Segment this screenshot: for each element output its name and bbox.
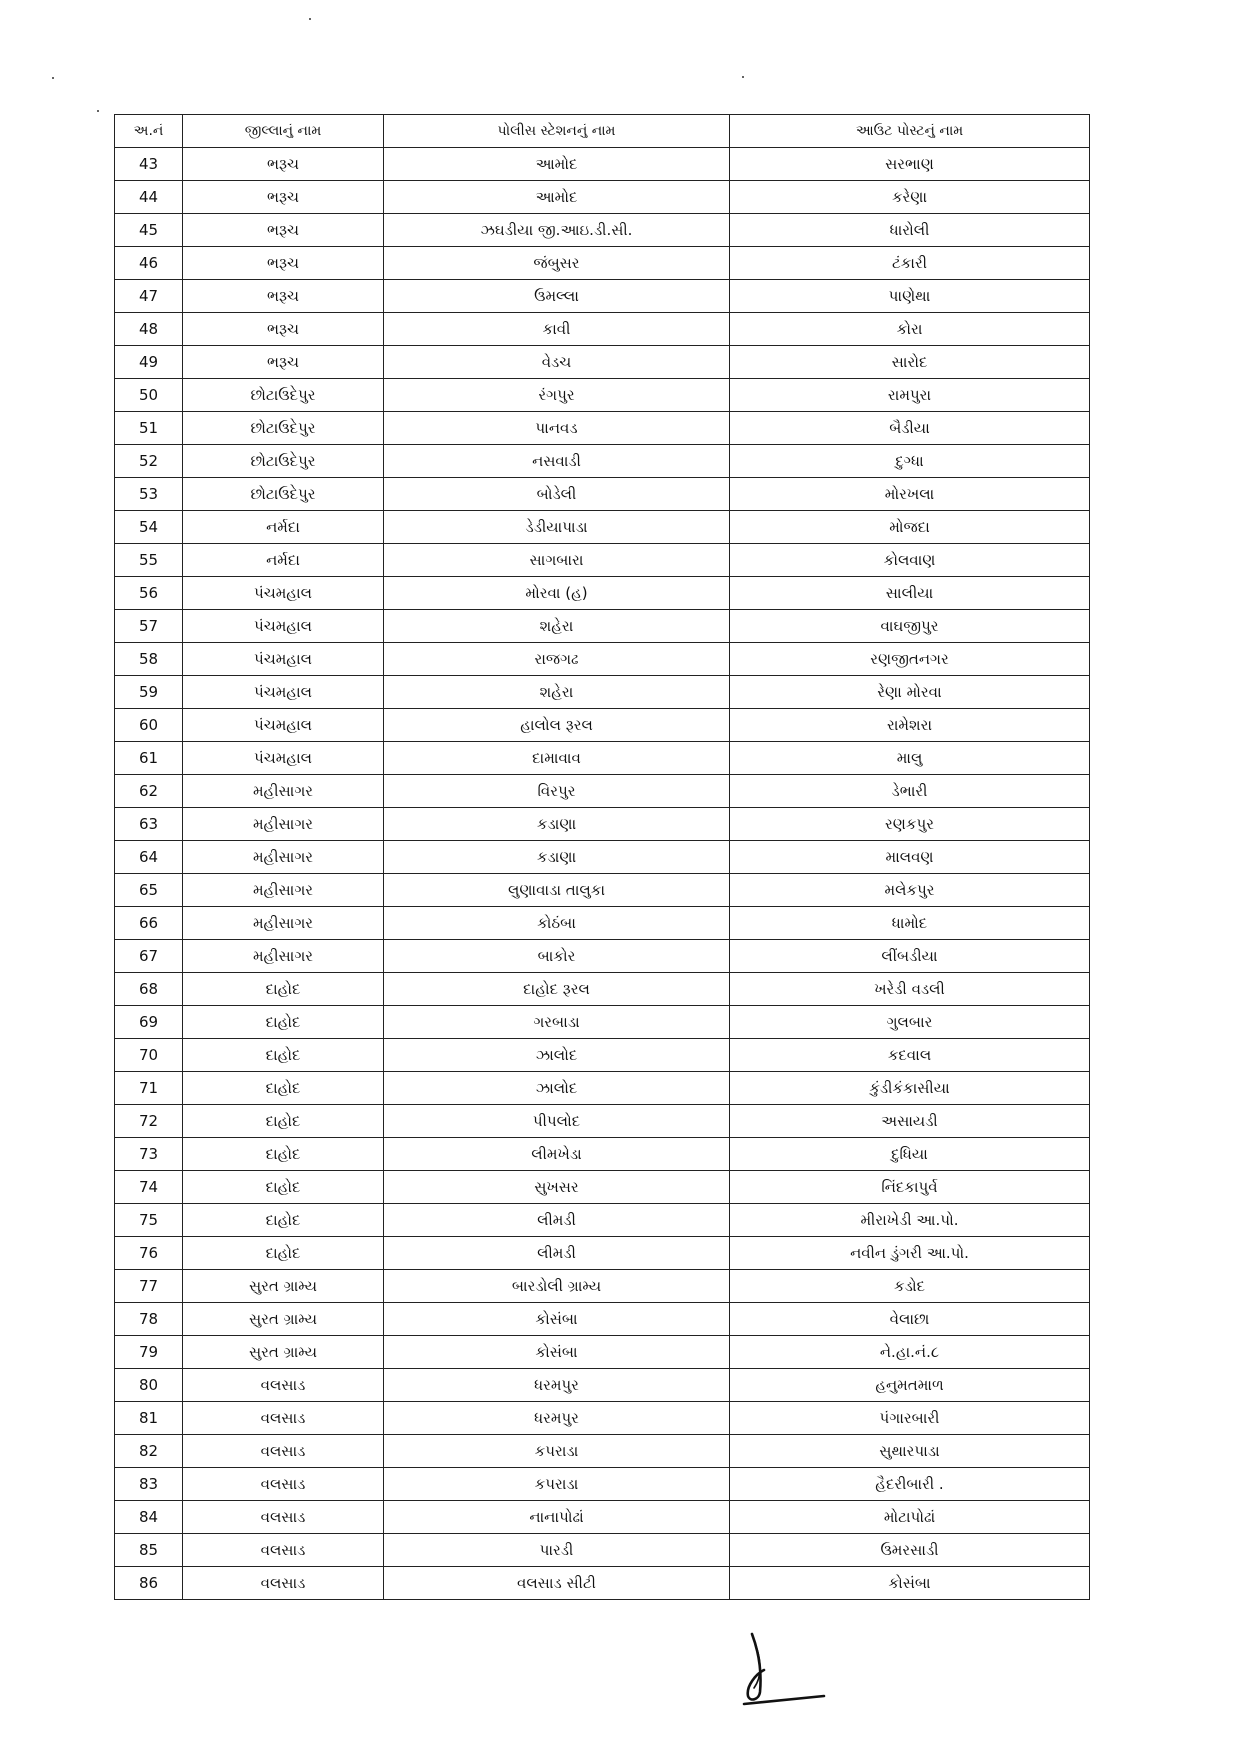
- table-row: [115, 1006, 1090, 1039]
- cell-outpost: ધારોલી: [730, 214, 1090, 247]
- cell-district: પંચમહાલ: [183, 709, 384, 742]
- cell-district: ભરૂચ: [183, 313, 384, 346]
- table-row: [115, 610, 1090, 643]
- cell-police-station: દામાવાવ: [384, 742, 730, 775]
- cell-serial-no: 81: [115, 1402, 183, 1435]
- cell-serial-no: 74: [115, 1171, 183, 1204]
- table-row: [115, 214, 1090, 247]
- cell-police-station: બોડેલી: [384, 478, 730, 511]
- cell-serial-no: 43: [115, 148, 183, 181]
- table-row: [115, 1270, 1090, 1303]
- cell-police-station: વલસાડ સીટી: [384, 1567, 730, 1600]
- cell-outpost: કોલવાણ: [730, 544, 1090, 577]
- cell-serial-no: 57: [115, 610, 183, 643]
- cell-district: દાહોદ: [183, 1039, 384, 1072]
- cell-police-station: લીમડી: [384, 1204, 730, 1237]
- cell-outpost: રણજીતનગર: [730, 643, 1090, 676]
- cell-outpost: કડોદ: [730, 1270, 1090, 1303]
- cell-outpost: પાણેથા: [730, 280, 1090, 313]
- cell-police-station: દાહોદ રૂરલ: [384, 973, 730, 1006]
- cell-police-station: રાજગઢ: [384, 643, 730, 676]
- table-row: [115, 577, 1090, 610]
- cell-police-station: ગરબાડા: [384, 1006, 730, 1039]
- cell-district: મહીસાગર: [183, 775, 384, 808]
- cell-serial-no: 76: [115, 1237, 183, 1270]
- cell-police-station: કડાણા: [384, 808, 730, 841]
- table-row: [115, 1567, 1090, 1600]
- cell-district: સુરત ગ્રામ્ય: [183, 1336, 384, 1369]
- cell-police-station: પારડી: [384, 1534, 730, 1567]
- cell-district: ભરૂચ: [183, 181, 384, 214]
- cell-police-station: કડાણા: [384, 841, 730, 874]
- table-row: [115, 1369, 1090, 1402]
- cell-police-station: શહેરા: [384, 676, 730, 709]
- cell-outpost: નવીન ડુંગરી આ.પો.: [730, 1237, 1090, 1270]
- cell-serial-no: 66: [115, 907, 183, 940]
- cell-district: પંચમહાલ: [183, 577, 384, 610]
- cell-outpost: રણકપુર: [730, 808, 1090, 841]
- cell-district: ભરૂચ: [183, 346, 384, 379]
- cell-police-station: લીમડી: [384, 1237, 730, 1270]
- cell-serial-no: 65: [115, 874, 183, 907]
- cell-police-station: કપરાડા: [384, 1435, 730, 1468]
- cell-district: દાહોદ: [183, 1204, 384, 1237]
- table-row: [115, 1039, 1090, 1072]
- cell-serial-no: 86: [115, 1567, 183, 1600]
- cell-outpost: હૈદરીબારી .: [730, 1468, 1090, 1501]
- cell-serial-no: 77: [115, 1270, 183, 1303]
- table-row: [115, 643, 1090, 676]
- cell-outpost: લીંબડીયા: [730, 940, 1090, 973]
- cell-serial-no: 80: [115, 1369, 183, 1402]
- cell-outpost: રામેશરા: [730, 709, 1090, 742]
- cell-serial-no: 50: [115, 379, 183, 412]
- cell-district: વલસાડ: [183, 1402, 384, 1435]
- cell-serial-no: 82: [115, 1435, 183, 1468]
- table-row: [115, 1336, 1090, 1369]
- cell-police-station: બારડોલી ગ્રામ્ય: [384, 1270, 730, 1303]
- cell-district: પંચમહાલ: [183, 643, 384, 676]
- cell-police-station: મોરવા (હ): [384, 577, 730, 610]
- cell-district: નર્મદા: [183, 544, 384, 577]
- cell-serial-no: 53: [115, 478, 183, 511]
- cell-serial-no: 70: [115, 1039, 183, 1072]
- table-row: [115, 313, 1090, 346]
- header-serial-no: અ.નં: [115, 115, 183, 148]
- cell-police-station: બાકોર: [384, 940, 730, 973]
- cell-police-station: નસવાડી: [384, 445, 730, 478]
- cell-outpost: માલુ: [730, 742, 1090, 775]
- cell-police-station: આમોદ: [384, 148, 730, 181]
- table-row: [115, 280, 1090, 313]
- cell-police-station: ઝઘડીયા જી.આઇ.ડી.સી.: [384, 214, 730, 247]
- cell-serial-no: 79: [115, 1336, 183, 1369]
- cell-outpost: ને.હા.નં.૮: [730, 1336, 1090, 1369]
- header-district-name: જીલ્લાનું નામ: [183, 115, 384, 148]
- cell-outpost: બૈડીયા: [730, 412, 1090, 445]
- cell-district: વલસાડ: [183, 1468, 384, 1501]
- cell-district: દાહોદ: [183, 1138, 384, 1171]
- table-row: [115, 346, 1090, 379]
- cell-outpost: ધામોદ: [730, 907, 1090, 940]
- table-row: [115, 874, 1090, 907]
- header-outpost-name: આઉટ પોસ્ટનું નામ: [730, 115, 1090, 148]
- cell-police-station: પાનવડ: [384, 412, 730, 445]
- cell-district: દાહોદ: [183, 1171, 384, 1204]
- cell-police-station: વેડચ: [384, 346, 730, 379]
- table-row: [115, 148, 1090, 181]
- cell-police-station: પીપલોદ: [384, 1105, 730, 1138]
- cell-district: વલસાડ: [183, 1501, 384, 1534]
- cell-outpost: ઉમરસાડી: [730, 1534, 1090, 1567]
- cell-district: દાહોદ: [183, 973, 384, 1006]
- cell-district: વલસાડ: [183, 1567, 384, 1600]
- cell-district: છોટાઉદેપુર: [183, 445, 384, 478]
- cell-serial-no: 69: [115, 1006, 183, 1039]
- cell-serial-no: 62: [115, 775, 183, 808]
- cell-district: વલસાડ: [183, 1534, 384, 1567]
- cell-police-station: કપરાડા: [384, 1468, 730, 1501]
- cell-police-station: વિરપુર: [384, 775, 730, 808]
- table-row: [115, 808, 1090, 841]
- table-row: [115, 181, 1090, 214]
- table-row: [115, 1237, 1090, 1270]
- table-row: [115, 940, 1090, 973]
- cell-district: છોટાઉદેપુર: [183, 379, 384, 412]
- cell-outpost: કુંડીકંકાસીયા: [730, 1072, 1090, 1105]
- cell-outpost: હનુમતમાળ: [730, 1369, 1090, 1402]
- cell-outpost: સાલીયા: [730, 577, 1090, 610]
- cell-police-station: નાનાપોઢાં: [384, 1501, 730, 1534]
- table-row: [115, 1105, 1090, 1138]
- cell-district: દાહોદ: [183, 1072, 384, 1105]
- cell-outpost: કોરા: [730, 313, 1090, 346]
- cell-police-station: કોઠંબા: [384, 907, 730, 940]
- scan-speck: [309, 18, 311, 20]
- table-row: [115, 1435, 1090, 1468]
- outpost-table: [114, 114, 1090, 1600]
- table-row: [115, 1402, 1090, 1435]
- cell-district: પંચમહાલ: [183, 742, 384, 775]
- cell-outpost: સારોદ: [730, 346, 1090, 379]
- table-header-row: [115, 115, 1090, 148]
- cell-serial-no: 45: [115, 214, 183, 247]
- table-row: [115, 412, 1090, 445]
- cell-district: ભરૂચ: [183, 148, 384, 181]
- cell-serial-no: 68: [115, 973, 183, 1006]
- cell-outpost: પંગારબારી: [730, 1402, 1090, 1435]
- cell-outpost: મલેકપુર: [730, 874, 1090, 907]
- cell-district: સુરત ગ્રામ્ય: [183, 1303, 384, 1336]
- cell-serial-no: 83: [115, 1468, 183, 1501]
- table-row: [115, 1204, 1090, 1237]
- table-row: [115, 676, 1090, 709]
- table-row: [115, 907, 1090, 940]
- cell-district: દાહોદ: [183, 1237, 384, 1270]
- cell-outpost: દુગ્ધા: [730, 445, 1090, 478]
- cell-outpost: કોસંબા: [730, 1567, 1090, 1600]
- table-row: [115, 1501, 1090, 1534]
- cell-outpost: કરેણા: [730, 181, 1090, 214]
- cell-serial-no: 59: [115, 676, 183, 709]
- table-row: [115, 379, 1090, 412]
- cell-outpost: રેણા મોરવા: [730, 676, 1090, 709]
- table-row: [115, 973, 1090, 1006]
- cell-district: ભરૂચ: [183, 280, 384, 313]
- table-body: [115, 148, 1090, 1600]
- cell-serial-no: 51: [115, 412, 183, 445]
- cell-outpost: મોજદા: [730, 511, 1090, 544]
- table-row: [115, 1138, 1090, 1171]
- cell-outpost: મોરખલા: [730, 478, 1090, 511]
- table-row: [115, 1171, 1090, 1204]
- cell-district: છોટાઉદેપુર: [183, 412, 384, 445]
- cell-serial-no: 72: [115, 1105, 183, 1138]
- cell-district: મહીસાગર: [183, 808, 384, 841]
- cell-district: વલસાડ: [183, 1369, 384, 1402]
- cell-outpost: દુધિયા: [730, 1138, 1090, 1171]
- cell-serial-no: 78: [115, 1303, 183, 1336]
- table-row: [115, 511, 1090, 544]
- cell-outpost: માલવણ: [730, 841, 1090, 874]
- cell-district: મહીસાગર: [183, 841, 384, 874]
- table-row: [115, 775, 1090, 808]
- cell-district: મહીસાગર: [183, 907, 384, 940]
- cell-serial-no: 46: [115, 247, 183, 280]
- scan-speck: [742, 76, 744, 78]
- signature-mark: [740, 1630, 830, 1710]
- cell-outpost: સરભાણ: [730, 148, 1090, 181]
- cell-district: દાહોદ: [183, 1105, 384, 1138]
- cell-police-station: જંબુસર: [384, 247, 730, 280]
- cell-serial-no: 67: [115, 940, 183, 973]
- cell-serial-no: 47: [115, 280, 183, 313]
- cell-district: સુરત ગ્રામ્ય: [183, 1270, 384, 1303]
- cell-district: ભરૂચ: [183, 247, 384, 280]
- cell-serial-no: 52: [115, 445, 183, 478]
- table-row: [115, 1468, 1090, 1501]
- cell-outpost: રામપુરા: [730, 379, 1090, 412]
- cell-outpost: મીરાખેડી આ.પો.: [730, 1204, 1090, 1237]
- cell-police-station: સુખસર: [384, 1171, 730, 1204]
- cell-police-station: કોસંબા: [384, 1303, 730, 1336]
- cell-serial-no: 84: [115, 1501, 183, 1534]
- cell-police-station: રંગપુર: [384, 379, 730, 412]
- cell-outpost: નિંદકાપુર્વ: [730, 1171, 1090, 1204]
- cell-outpost: ગુલબાર: [730, 1006, 1090, 1039]
- cell-police-station: ઝાલોદ: [384, 1072, 730, 1105]
- cell-serial-no: 49: [115, 346, 183, 379]
- scan-speck: [97, 110, 99, 112]
- cell-police-station: ધરમપુર: [384, 1402, 730, 1435]
- cell-police-station: લીમખેડા: [384, 1138, 730, 1171]
- cell-serial-no: 44: [115, 181, 183, 214]
- cell-outpost: અસાયડી: [730, 1105, 1090, 1138]
- cell-outpost: ટંકારી: [730, 247, 1090, 280]
- table-row: [115, 709, 1090, 742]
- cell-outpost: વાઘજીપુર: [730, 610, 1090, 643]
- cell-serial-no: 61: [115, 742, 183, 775]
- table-row: [115, 742, 1090, 775]
- cell-district: દાહોદ: [183, 1006, 384, 1039]
- cell-district: ભરૂચ: [183, 214, 384, 247]
- cell-district: પંચમહાલ: [183, 676, 384, 709]
- cell-serial-no: 71: [115, 1072, 183, 1105]
- scan-speck: [52, 77, 54, 79]
- cell-serial-no: 56: [115, 577, 183, 610]
- cell-police-station: લુણાવાડા તાલુકા: [384, 874, 730, 907]
- cell-outpost: ડેભારી: [730, 775, 1090, 808]
- cell-serial-no: 85: [115, 1534, 183, 1567]
- table-row: [115, 1303, 1090, 1336]
- cell-serial-no: 73: [115, 1138, 183, 1171]
- table-row: [115, 1072, 1090, 1105]
- cell-serial-no: 63: [115, 808, 183, 841]
- cell-outpost: કદવાલ: [730, 1039, 1090, 1072]
- table-row: [115, 445, 1090, 478]
- cell-police-station: ધરમપુર: [384, 1369, 730, 1402]
- cell-district: મહીસાગર: [183, 940, 384, 973]
- cell-district: છોટાઉદેપુર: [183, 478, 384, 511]
- cell-outpost: વેલાછા: [730, 1303, 1090, 1336]
- cell-serial-no: 60: [115, 709, 183, 742]
- cell-police-station: ઉમલ્લા: [384, 280, 730, 313]
- cell-serial-no: 55: [115, 544, 183, 577]
- cell-police-station: હાલોલ રૂરલ: [384, 709, 730, 742]
- cell-serial-no: 54: [115, 511, 183, 544]
- table-row: [115, 841, 1090, 874]
- table-row: [115, 247, 1090, 280]
- cell-district: નર્મદા: [183, 511, 384, 544]
- header-police-station-name: પોલીસ સ્ટેશનનું નામ: [384, 115, 730, 148]
- table-row: [115, 1534, 1090, 1567]
- cell-serial-no: 64: [115, 841, 183, 874]
- cell-outpost: સુથારપાડા: [730, 1435, 1090, 1468]
- cell-police-station: ડેડીયાપાડા: [384, 511, 730, 544]
- cell-serial-no: 48: [115, 313, 183, 346]
- cell-outpost: ખરેડી વડલી: [730, 973, 1090, 1006]
- table-row: [115, 544, 1090, 577]
- table-row: [115, 478, 1090, 511]
- cell-district: પંચમહાલ: [183, 610, 384, 643]
- cell-district: મહીસાગર: [183, 874, 384, 907]
- cell-serial-no: 58: [115, 643, 183, 676]
- cell-serial-no: 75: [115, 1204, 183, 1237]
- cell-district: વલસાડ: [183, 1435, 384, 1468]
- cell-police-station: ઝાલોદ: [384, 1039, 730, 1072]
- cell-police-station: આમોદ: [384, 181, 730, 214]
- cell-police-station: શહેરા: [384, 610, 730, 643]
- cell-police-station: સાગબારા: [384, 544, 730, 577]
- cell-outpost: મોટાપોઢાં: [730, 1501, 1090, 1534]
- cell-police-station: કોસંબા: [384, 1336, 730, 1369]
- cell-police-station: કાવી: [384, 313, 730, 346]
